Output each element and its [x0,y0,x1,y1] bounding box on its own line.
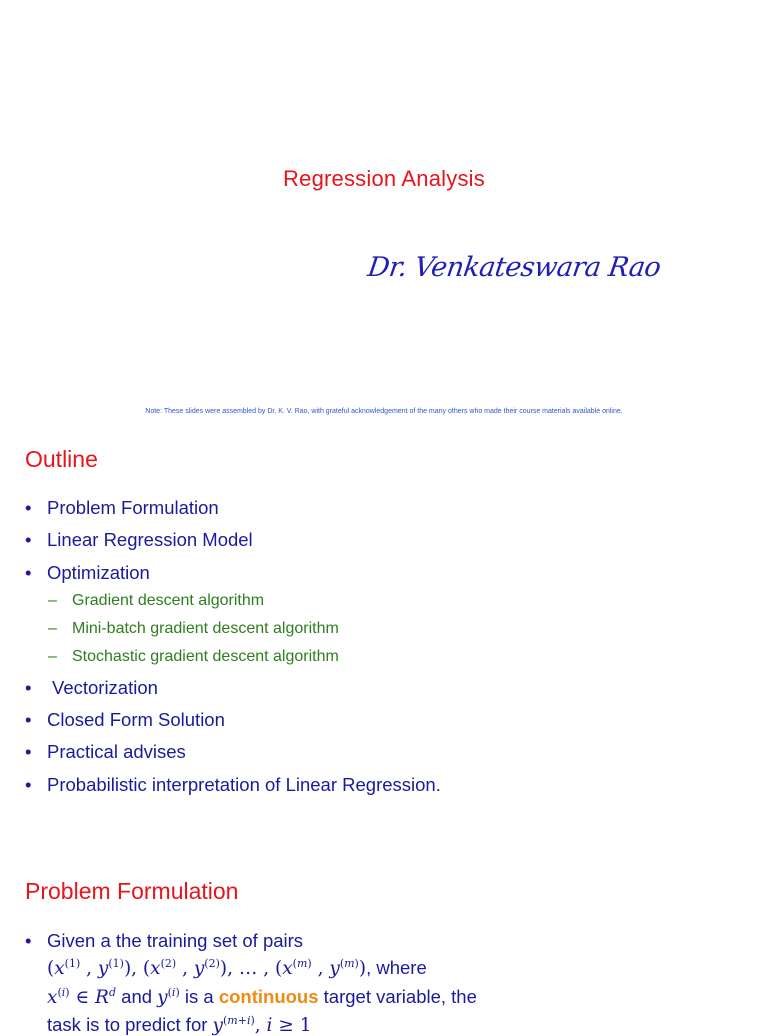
outline-item-label: Vectorization [52,677,158,698]
outline-sub-item-label: Mini-batch gradient descent algorithm [72,620,339,637]
pairs-math: ($x^{(1)}$ , $y^{(1)}$), ($x^{(2)}$ , $y^{(2)}$), … , ($x^{(m)}$ , $y^{(m)}$) [47,957,367,980]
bullet-icon: • [25,774,32,795]
outline-item-label: Optimization [47,562,150,583]
bullet-icon: • [25,741,32,762]
problem-line-4 [47,1014,312,1036]
problem-formulation-heading: Problem Formulation [25,878,239,904]
slide-title: Regression Analysis [283,166,485,191]
outline-item-label: Probabilistic interpretation of Linear Regression. [47,774,441,795]
outline-item-label: Problem Formulation [47,497,219,518]
y-m-plus-i-math: $y^{(m+i)}$, i ≥ 1 [212,1014,312,1036]
problem-line-1: Given a the training set of pairs [47,930,304,951]
y-i-math: $y^{(i)}$ [157,986,180,1009]
is-a-text: is a [184,986,214,1008]
task-text: task is to predict for [47,1014,208,1036]
bullet-icon: • [25,529,32,550]
dash-icon: – [48,620,57,637]
training-pairs-formula [47,957,427,979]
acknowledgement-note: Note: These slides were assembled by Dr. K. V. Rao, with grateful acknowledgement of the many others who made their course materials available online. [145,408,623,415]
outline-sub-item-label: Stochastic gradient descent algorithm [72,648,339,665]
bullet-icon: • [25,562,32,583]
where-text: , where [366,957,427,979]
bullet-icon: • [25,677,32,698]
target-variable-text: target variable, the [323,986,477,1008]
x-in-rd-math: $x^{(i)}$ ∈ $R^d$ [47,986,117,1009]
dash-icon: – [48,592,57,609]
outline-sub-item-label: Gradient descent algorithm [72,592,265,609]
outline-item-label: Practical advises [47,741,186,762]
dash-icon: – [48,648,57,665]
and-text: and [121,986,153,1008]
bullet-icon: • [25,497,32,518]
bullet-icon: • [25,930,32,951]
continuous-highlight: continuous [218,986,319,1008]
outline-heading: Outline [25,446,98,472]
outline-item-label: Linear Regression Model [47,529,253,550]
outline-item-label: Closed Form Solution [47,709,225,730]
bullet-icon: • [25,709,32,730]
author-name: Dr. Venkateswara Rao [365,252,663,283]
problem-line-3 [47,986,477,1008]
